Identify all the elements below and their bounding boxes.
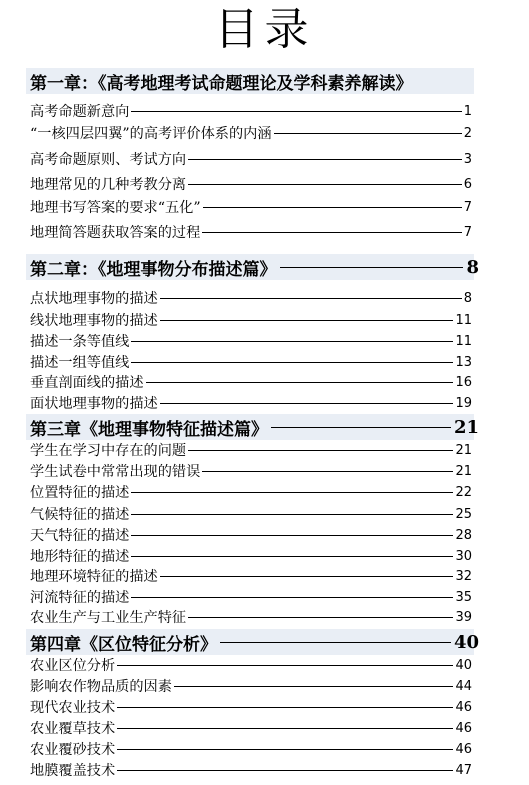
- toc-entry: [30, 123, 472, 143]
- chapter-leader: [271, 427, 451, 428]
- toc-leader: [146, 382, 454, 383]
- toc-entry: [30, 310, 472, 330]
- toc-entry: [30, 697, 472, 717]
- chapter-heading: [30, 69, 489, 93]
- toc-entry-page: 46: [455, 699, 472, 715]
- toc-entry: [30, 718, 472, 738]
- toc-entry: [30, 222, 472, 242]
- toc-entry-title: 农业生产与工业生产特征: [30, 610, 187, 626]
- toc-entry: [30, 546, 472, 566]
- toc-leader: [131, 535, 453, 536]
- toc-entry-title: 线状地理事物的描述: [30, 313, 158, 329]
- toc-entry: [30, 288, 472, 308]
- toc-entry-title: 地理环境特征的描述: [30, 569, 158, 585]
- toc-entry-title: 地形特征的描述: [30, 549, 130, 565]
- toc-leader: [274, 133, 462, 134]
- toc-entry-title: 农业区位分析: [30, 658, 116, 674]
- chapter-heading: [30, 415, 479, 439]
- chapter-heading: [30, 255, 479, 279]
- toc-leader: [188, 617, 453, 618]
- chapter-page: 40: [453, 631, 479, 653]
- toc-entry-page: 13: [455, 354, 472, 370]
- toc-entry: [30, 372, 472, 392]
- toc-entry-title: 气候特征的描述: [30, 507, 130, 523]
- toc-entry-page: 19: [455, 395, 472, 411]
- toc-entry: [30, 739, 472, 759]
- toc-entry-page: 46: [455, 741, 472, 757]
- toc-entry-page: 44: [455, 678, 472, 694]
- toc-leader: [131, 597, 453, 598]
- toc-entry: [30, 760, 472, 780]
- toc-leader: [131, 111, 461, 112]
- toc-leader: [131, 492, 453, 493]
- toc-entry-title: 天气特征的描述: [30, 528, 130, 544]
- toc-entry: [30, 676, 472, 696]
- toc-entry-page: 30: [455, 548, 472, 564]
- toc-entry-title: 位置特征的描述: [30, 485, 130, 501]
- toc-leader: [174, 686, 454, 687]
- toc-entry-title: 描述一组等值线: [30, 355, 130, 371]
- toc-entry-page: 2: [463, 125, 472, 141]
- toc-entry: [30, 566, 472, 586]
- toc-leader: [131, 341, 453, 342]
- toc-entry: [30, 352, 472, 372]
- toc-entry-page: 6: [463, 176, 472, 192]
- toc-entry-page: 16: [455, 374, 472, 390]
- toc-entry-page: 3: [463, 151, 472, 167]
- toc-entry-page: 21: [455, 442, 472, 458]
- toc-leader: [202, 232, 461, 233]
- toc-leader: [117, 665, 453, 666]
- toc-entry-page: 1: [463, 103, 472, 119]
- toc-entry-page: 11: [455, 312, 472, 328]
- toc-entry: [30, 461, 472, 481]
- toc-entry-title: 学生在学习中存在的问题: [30, 443, 187, 459]
- chapter-title: 第一章：《高考地理考试命题理论及学科素养解读》: [30, 73, 413, 94]
- toc-leader: [188, 450, 453, 451]
- toc-entry-title: 高考命题新意向: [30, 104, 130, 120]
- toc-leader: [117, 707, 453, 708]
- toc-entry: [30, 174, 472, 194]
- toc-entry-page: 11: [455, 333, 472, 349]
- chapter-heading: [30, 630, 479, 654]
- toc-entry-title: 描述一条等值线: [30, 334, 130, 350]
- toc-entry-page: 32: [455, 568, 472, 584]
- chapter-leader: [280, 267, 464, 268]
- page-title: 目录: [214, 4, 315, 55]
- toc-entry-page: 22: [455, 484, 472, 500]
- toc-entry-title: 地理常见的几种考教分离: [30, 177, 187, 193]
- toc-entry: [30, 149, 472, 169]
- toc-leader: [160, 403, 454, 404]
- toc-leader: [202, 471, 453, 472]
- toc-entry-title: 点状地理事物的描述: [30, 291, 158, 307]
- toc-leader: [131, 556, 453, 557]
- toc-entry-title: “一核四层四翼”的高考评价体系的内涵: [30, 126, 272, 142]
- toc-leader: [117, 770, 453, 771]
- toc-entry-page: 39: [455, 609, 472, 625]
- toc-entry-title: 高考命题原则、考试方向: [30, 152, 187, 168]
- toc-leader: [160, 298, 462, 299]
- chapter-page: 21: [453, 416, 479, 438]
- toc-entry-page: 35: [455, 589, 472, 605]
- toc-entry-page: 7: [463, 199, 472, 215]
- toc-leader: [160, 576, 454, 577]
- toc-leader: [117, 728, 453, 729]
- chapter-title: 第三章《地理事物特征描述篇》: [30, 419, 268, 440]
- toc-entry: [30, 101, 472, 121]
- toc-leader: [117, 749, 453, 750]
- toc-entry-page: 21: [455, 463, 472, 479]
- toc-entry-title: 现代农业技术: [30, 700, 116, 716]
- toc-entry-page: 46: [455, 720, 472, 736]
- chapter-page: 8: [466, 256, 479, 278]
- toc-entry: [30, 504, 472, 524]
- toc-entry: [30, 197, 472, 217]
- toc-leader: [188, 184, 462, 185]
- toc-entry-page: 7: [463, 224, 472, 240]
- toc-entry-title: 农业覆草技术: [30, 721, 116, 737]
- toc-entry-page: 8: [463, 290, 472, 306]
- toc-entry: [30, 393, 472, 413]
- toc-entry: [30, 587, 472, 607]
- toc-entry: [30, 482, 472, 502]
- toc-leader: [203, 207, 462, 208]
- toc-entry-title: 地理简答题获取答案的过程: [30, 225, 201, 241]
- toc-entry-title: 影响农作物品质的因素: [30, 679, 172, 695]
- toc-leader: [160, 320, 454, 321]
- toc-entry-title: 农业覆砂技术: [30, 742, 116, 758]
- toc-leader: [131, 514, 453, 515]
- toc-entry: [30, 655, 472, 675]
- toc-entry: [30, 607, 472, 627]
- toc-entry-title: 河流特征的描述: [30, 590, 130, 606]
- chapter-title: 第四章《区位特征分析》: [30, 634, 217, 655]
- chapter-leader: [220, 642, 451, 643]
- toc-entry-page: 47: [455, 762, 472, 778]
- toc-leader: [188, 159, 462, 160]
- toc-entry-page: 25: [455, 506, 472, 522]
- toc-entry: [30, 440, 472, 460]
- toc-leader: [131, 362, 453, 363]
- chapter-title: 第二章：《地理事物分布描述篇》: [30, 259, 277, 280]
- toc-entry-page: 28: [455, 527, 472, 543]
- toc-entry-title: 面状地理事物的描述: [30, 396, 158, 412]
- toc-entry-title: 垂直剖面线的描述: [30, 375, 144, 391]
- toc-entry: [30, 331, 472, 351]
- toc-entry-title: 地理书写答案的要求“五化”: [30, 200, 201, 216]
- toc-entry-page: 40: [455, 657, 472, 673]
- toc-entry-title: 地膜覆盖技术: [30, 763, 116, 779]
- toc-entry-title: 学生试卷中常常出现的错误: [30, 464, 201, 480]
- toc-entry: [30, 525, 472, 545]
